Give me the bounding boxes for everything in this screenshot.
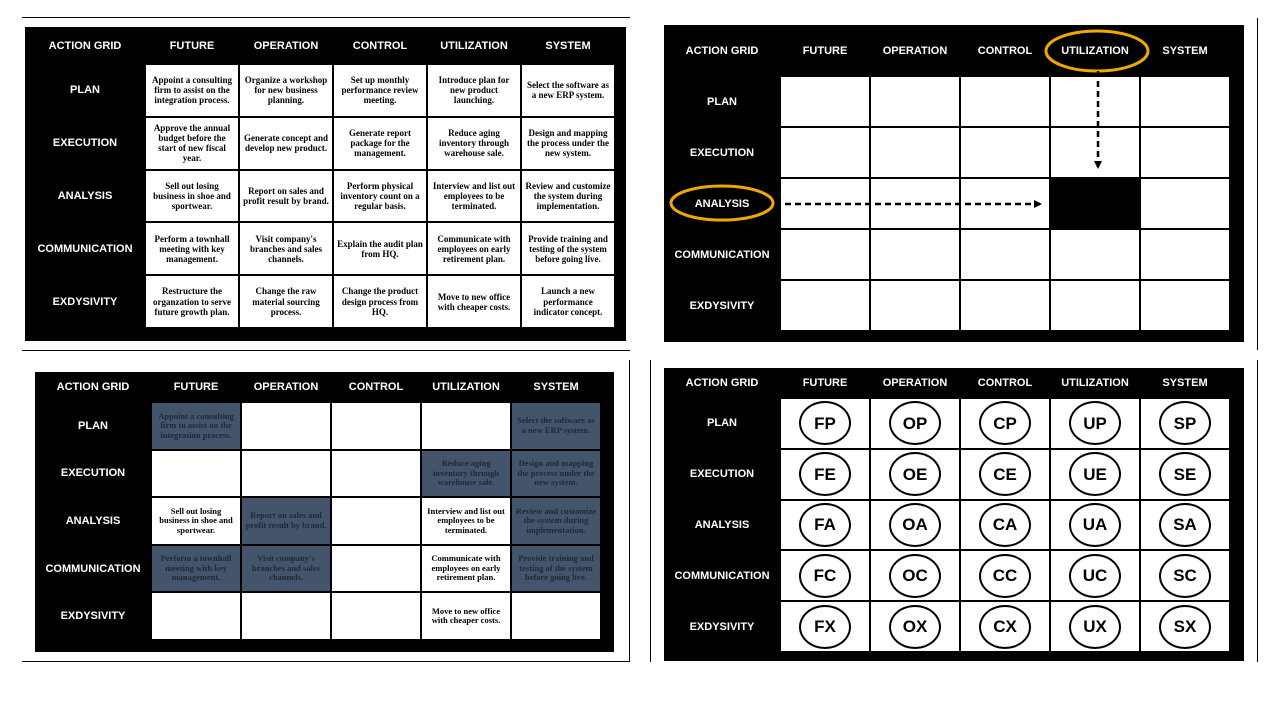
code-circle: FC — [799, 554, 851, 598]
empty-cell — [1050, 280, 1140, 331]
column-header-operation: OPERATION — [253, 39, 319, 52]
column-header-operation: OPERATION — [882, 44, 948, 57]
action-cell — [241, 592, 331, 640]
row-header-plan: PLAN — [70, 84, 100, 97]
action-cell — [511, 592, 601, 640]
empty-cell — [960, 178, 1050, 229]
action-cell: Perform physical inventory count on a regular basis. — [333, 170, 427, 223]
code-cell — [780, 500, 870, 551]
empty-cell — [870, 229, 960, 280]
row-header-exdysivity: EXDYSIVITY — [60, 610, 126, 623]
column-header-system: SYSTEM — [545, 39, 591, 52]
empty-cell — [780, 76, 870, 127]
action-cell: Launch a new performance indicator concept. — [521, 275, 615, 328]
empty-cell — [870, 178, 960, 229]
code-cell — [1050, 500, 1140, 551]
action-cell: Perform a townhall meeting with key management. — [151, 545, 241, 593]
empty-cell — [960, 280, 1050, 331]
code-cell — [960, 601, 1050, 652]
code-circle: CE — [979, 452, 1031, 496]
code-cell — [960, 398, 1050, 449]
code-circle: OP — [889, 401, 941, 445]
code-cell — [1140, 500, 1230, 551]
column-header-utilization: UTILIZATION — [1061, 44, 1129, 57]
empty-cell — [870, 127, 960, 178]
row-header-communication: COMMUNICATION — [674, 569, 770, 582]
column-header-utilization: UTILIZATION — [432, 381, 500, 393]
row-header-communication: COMMUNICATION — [37, 242, 133, 255]
action-grid-1 — [25, 27, 615, 328]
corner-label: ACTION GRID — [685, 44, 759, 57]
action-cell: Select the software as a new ERP system. — [511, 402, 601, 450]
code-circle: CC — [979, 554, 1031, 598]
empty-cell — [960, 229, 1050, 280]
code-cell — [1050, 398, 1140, 449]
column-header-system: SYSTEM — [533, 381, 579, 393]
column-header-control: CONTROL — [977, 377, 1033, 389]
action-cell: Appoint a consulting firm to assist on the integration process. — [145, 64, 239, 117]
action-cell — [241, 402, 331, 450]
code-cell — [870, 500, 960, 551]
action-cell — [421, 402, 511, 450]
action-cell — [331, 497, 421, 545]
row-header-analysis: ANALYSIS — [57, 189, 113, 202]
empty-cell — [780, 178, 870, 229]
action-grid-3 — [35, 372, 601, 640]
empty-cell — [1050, 127, 1140, 178]
code-circle: OX — [889, 605, 941, 649]
panel4-right-rule — [1257, 360, 1258, 662]
row-header-analysis: ANALYSIS — [694, 197, 750, 210]
corner-label: ACTION GRID — [56, 381, 130, 393]
action-grid-4 — [664, 368, 1230, 652]
action-cell: Report on sales and profit result by brand. — [241, 497, 331, 545]
empty-cell — [870, 280, 960, 331]
column-header-utilization: UTILIZATION — [1061, 377, 1129, 389]
row-header-analysis: ANALYSIS — [694, 518, 750, 531]
code-cell — [960, 500, 1050, 551]
action-cell: Generate concept and develop new product. — [239, 117, 333, 170]
action-cell: Visit company's branches and sales channels. — [239, 222, 333, 275]
code-cell — [1050, 601, 1140, 652]
empty-cell — [1140, 127, 1230, 178]
column-header-future: FUTURE — [173, 381, 219, 393]
row-header-execution: EXECUTION — [52, 137, 118, 150]
row-header-plan: PLAN — [78, 419, 108, 432]
code-circle: FX — [799, 605, 851, 649]
code-circle: UE — [1069, 452, 1121, 496]
code-circle: FP — [799, 401, 851, 445]
action-cell — [151, 450, 241, 498]
code-cell — [870, 449, 960, 500]
panel3-bottom-rule — [22, 661, 630, 662]
panel2-right-rule — [1257, 18, 1258, 350]
code-circle: UP — [1069, 401, 1121, 445]
action-cell: Sell out losing business in shoe and sportwear. — [145, 170, 239, 223]
action-cell: Organize a workshop for new business planning. — [239, 64, 333, 117]
row-header-execution: EXECUTION — [689, 146, 755, 159]
action-cell: Introduce plan for new product launching. — [427, 64, 521, 117]
code-circle: OA — [889, 503, 941, 547]
code-cell — [1140, 601, 1230, 652]
panel4-left-rule — [650, 360, 651, 662]
code-circle: FE — [799, 452, 851, 496]
action-cell — [331, 450, 421, 498]
action-cell: Interview and list out employees to be terminated. — [427, 170, 521, 223]
column-header-operation: OPERATION — [253, 381, 319, 393]
code-circle: FA — [799, 503, 851, 547]
column-header-future: FUTURE — [802, 44, 848, 57]
action-cell: Move to new office with cheaper costs. — [427, 275, 521, 328]
action-cell: Reduce aging inventory through warehouse sale. — [421, 450, 511, 498]
action-cell: Perform a townhall meeting with key management. — [145, 222, 239, 275]
code-cell — [870, 601, 960, 652]
action-grid-2 — [664, 25, 1230, 331]
action-cell — [331, 592, 421, 640]
action-cell — [151, 592, 241, 640]
column-header-utilization: UTILIZATION — [440, 39, 508, 52]
empty-cell — [1050, 76, 1140, 127]
row-header-execution: EXECUTION — [689, 468, 755, 481]
action-cell: Set up monthly performance review meeting. — [333, 64, 427, 117]
row-header-execution: EXECUTION — [60, 467, 126, 480]
empty-cell — [1140, 280, 1230, 331]
empty-cell — [1140, 229, 1230, 280]
action-cell: Communicate with employees on early retirement plan. — [427, 222, 521, 275]
code-circle: SX — [1159, 605, 1211, 649]
code-circle: UX — [1069, 605, 1121, 649]
code-cell — [960, 550, 1050, 601]
panel1-bottom-rule — [22, 350, 630, 351]
action-cell: Report on sales and profit result by brand. — [239, 170, 333, 223]
action-cell: Review and customize the system during implementation. — [521, 170, 615, 223]
action-cell: Review and customize the system during implementation. — [511, 497, 601, 545]
empty-cell — [780, 127, 870, 178]
row-header-exdysivity: EXDYSIVITY — [689, 299, 755, 312]
corner-label: ACTION GRID — [685, 377, 759, 389]
action-cell: Interview and list out employees to be terminated. — [421, 497, 511, 545]
action-cell: Restructure the organzation to serve future growth plan. — [145, 275, 239, 328]
action-cell: Design and mapping the process under the new system. — [521, 117, 615, 170]
code-circle: OC — [889, 554, 941, 598]
row-header-communication: COMMUNICATION — [45, 562, 141, 575]
action-cell: Reduce aging inventory through warehouse sale. — [427, 117, 521, 170]
action-cell: Design and mapping the process under the new system. — [511, 450, 601, 498]
row-header-analysis: ANALYSIS — [65, 514, 121, 527]
action-cell — [241, 450, 331, 498]
empty-cell — [780, 280, 870, 331]
action-cell: Select the software as a new ERP system. — [521, 64, 615, 117]
empty-cell — [1050, 229, 1140, 280]
row-header-communication: COMMUNICATION — [674, 248, 770, 261]
action-cell: Explain the audit plan from HQ. — [333, 222, 427, 275]
column-header-future: FUTURE — [169, 39, 215, 52]
row-header-plan: PLAN — [707, 417, 737, 430]
code-cell — [1140, 550, 1230, 601]
code-cell — [780, 449, 870, 500]
code-circle: UC — [1069, 554, 1121, 598]
panel1-top-rule — [22, 17, 630, 18]
empty-cell — [960, 76, 1050, 127]
column-header-operation: OPERATION — [882, 377, 948, 389]
row-header-exdysivity: EXDYSIVITY — [52, 295, 118, 308]
code-cell — [780, 601, 870, 652]
code-cell — [960, 449, 1050, 500]
column-header-system: SYSTEM — [1162, 377, 1208, 389]
action-cell: Change the raw material sourcing process. — [239, 275, 333, 328]
action-cell: Provide training and testing of the system before going live. — [521, 222, 615, 275]
column-header-future: FUTURE — [802, 377, 848, 389]
column-header-system: SYSTEM — [1162, 44, 1208, 57]
panel3-right-rule — [629, 360, 630, 662]
action-cell: Communicate with employees on early retirement plan. — [421, 545, 511, 593]
code-circle: SA — [1159, 503, 1211, 547]
empty-cell — [870, 76, 960, 127]
intersection-cell — [1050, 178, 1140, 229]
row-header-plan: PLAN — [707, 95, 737, 108]
action-cell: Move to new office with cheaper costs. — [421, 592, 511, 640]
action-cell: Appoint a consulting firm to assist on the integration process. — [151, 402, 241, 450]
empty-cell — [780, 229, 870, 280]
action-cell: Provide training and testing of the system before going live. — [511, 545, 601, 593]
code-circle: SC — [1159, 554, 1211, 598]
code-cell — [780, 398, 870, 449]
code-circle: SP — [1159, 401, 1211, 445]
code-cell — [870, 398, 960, 449]
column-header-control: CONTROL — [352, 39, 408, 52]
row-header-exdysivity: EXDYSIVITY — [689, 620, 755, 633]
code-cell — [1050, 550, 1140, 601]
code-cell — [1140, 398, 1230, 449]
code-circle: CP — [979, 401, 1031, 445]
code-circle: UA — [1069, 503, 1121, 547]
empty-cell — [1140, 76, 1230, 127]
action-cell: Visit company's branches and sales channels. — [241, 545, 331, 593]
action-cell: Change the product design process from HQ. — [333, 275, 427, 328]
code-circle: CA — [979, 503, 1031, 547]
code-circle: OE — [889, 452, 941, 496]
action-cell — [331, 402, 421, 450]
action-cell: Approve the annual budget before the start of new fiscal year. — [145, 117, 239, 170]
empty-cell — [1140, 178, 1230, 229]
code-cell — [870, 550, 960, 601]
action-cell: Sell out losing business in shoe and sportwear. — [151, 497, 241, 545]
empty-cell — [960, 127, 1050, 178]
action-cell: Generate report package for the management. — [333, 117, 427, 170]
column-header-control: CONTROL — [348, 381, 404, 393]
column-header-control: CONTROL — [977, 44, 1033, 57]
code-circle: SE — [1159, 452, 1211, 496]
code-circle: CX — [979, 605, 1031, 649]
code-cell — [780, 550, 870, 601]
code-cell — [1050, 449, 1140, 500]
action-cell — [331, 545, 421, 593]
code-cell — [1140, 449, 1230, 500]
corner-label: ACTION GRID — [48, 39, 122, 52]
